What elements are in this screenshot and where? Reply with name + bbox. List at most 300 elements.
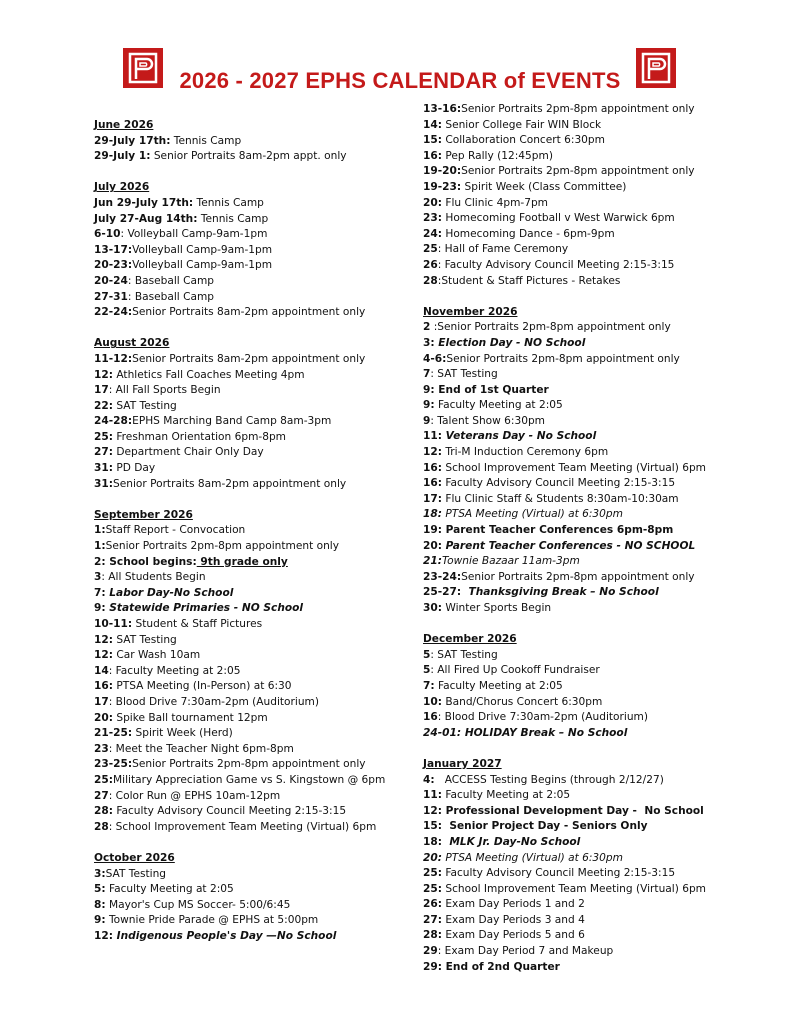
event-item [94,711,394,727]
event-description: Professional Development Day - No School [441,804,704,817]
event-description: Labor Day-No School [105,586,234,599]
event-date: 20: [423,851,442,864]
event-description: : Volleyball Camp-9am-1pm [120,228,268,241]
event-date: 29-July 17th: [94,134,171,147]
event-date: 2 [423,321,431,334]
event-item [423,804,743,820]
event-date: 9: [94,602,106,615]
event-date: 10: [423,695,442,708]
event-description: Spike Ball tournament 12pm [112,711,268,724]
event-item [423,274,743,290]
event-description: Exam Day Periods 5 and 6 [441,929,585,942]
month-section [94,851,394,945]
event-description: PTSA Meeting (Virtual) at 6:30pm [441,851,623,864]
event-item [423,336,743,352]
event-item [423,118,743,134]
event-item [94,617,394,633]
event-date: 19-20: [423,165,462,178]
event-item [94,648,394,664]
event-date: 28: [423,929,442,942]
event-description: : Blood Drive 7:30am-2pm (Auditorium) [437,711,649,724]
event-description: Homecoming Football v West Warwick 6pm [441,212,675,225]
event-date: 24: [423,227,442,240]
event-date: 16: [423,149,442,162]
event-description: Senior Portraits 8am-2pm appointment only [112,477,347,490]
event-item [423,788,743,804]
event-item [94,539,394,555]
event-item [94,414,394,430]
event-description: : Hall of Fame Ceremony [437,243,569,256]
event-date: Jun 29-July 17th: [94,196,194,209]
event-date: 24-28: [94,415,133,428]
event-date: 1: [94,524,106,537]
event-item [423,928,743,944]
page-title: 2026 - 2027 EPHS CALENDAR of EVENTS [179,68,621,93]
event-item [94,383,394,399]
event-date: 5 [423,648,431,661]
event-description: SAT Testing [105,867,167,880]
event-item [94,430,394,446]
event-item [423,585,743,601]
event-description: Thanksgiving Break – No School [461,586,659,599]
event-item [94,555,394,571]
event-description: Election Day - NO School [434,336,586,349]
event-item [423,835,743,851]
event-description: Exam Day Periods 3 and 4 [441,913,585,926]
event-item [423,445,743,461]
page-header [0,44,800,94]
event-date: 4-6: [423,352,447,365]
event-description: School Improvement Team Meeting (Virtual) 6pm [441,461,706,474]
event-date: 12: [423,446,442,459]
event-description: MLK Jr. Day-No School [441,835,581,848]
event-date: 27 [94,789,109,802]
event-item [423,648,743,664]
event-item [423,819,743,835]
calendar-right-column [423,102,743,975]
event-description: Senior Portraits 2pm-8pm appointment only [446,352,680,365]
event-date: 9: [423,399,435,412]
event-date: 21-25: [94,727,133,740]
event-date: 28 [94,820,109,833]
event-date: 7 [423,368,431,381]
event-date: 3: [423,336,435,349]
event-description: Senior Portraits 8am-2pm appt. only [150,150,347,163]
event-description: : Faculty Advisory Council Meeting 2:15-3:15 [437,258,675,271]
event-date: 21: [423,555,442,568]
event-item [94,243,394,259]
event-date: 28 [423,274,438,287]
event-date: 16: [94,680,113,693]
event-date: 12: [423,804,442,817]
event-date: 23-25: [94,758,133,771]
event-description: Tennis Camp [170,134,242,147]
event-item [94,149,394,165]
event-item [94,523,394,539]
event-item [423,211,743,227]
event-description: : All Fall Sports Begin [108,384,221,397]
event-description: EPHS Marching Band Camp 8am-3pm [132,415,332,428]
event-item [94,461,394,477]
event-item [423,383,743,399]
event-item [94,695,394,711]
event-item [94,445,394,461]
event-item [423,866,743,882]
event-item [423,539,743,555]
event-date: 9: [423,383,435,396]
event-date: 14 [94,664,109,677]
event-description: Flu Clinic 4pm-7pm [441,196,548,209]
event-date: 30: [423,602,442,614]
event-date: 27: [94,446,113,459]
event-description: Mayor's Cup MS Soccer- 5:00/6:45 [105,898,291,911]
event-description: Veterans Day - No School [441,430,597,443]
month-heading: October 2026 [94,851,175,864]
event-item [94,773,394,789]
event-item [423,258,743,274]
event-item [94,867,394,883]
event-date: 17 [94,695,109,708]
event-date: 10-11: [94,618,133,630]
event-item [94,305,394,321]
event-description: Spirit Week (Class Committee) [461,180,627,193]
event-item [423,133,743,149]
month-heading: June 2026 [94,119,154,131]
event-item [423,196,743,212]
month-heading: July 2026 [94,181,150,194]
event-description: : Baseball Camp [127,290,215,303]
event-item [423,773,743,789]
event-description: Athletics Fall Coaches Meeting 4pm [112,368,305,381]
event-date: 19-23: [423,180,462,193]
event-item [94,820,394,836]
school-logo-icon [636,48,676,88]
event-item [94,882,394,898]
event-date: 13-16: [423,103,462,115]
event-date: 29-July 1: [94,150,151,163]
event-item [94,477,394,493]
month-heading: August 2026 [94,337,170,350]
event-date: 16: [423,477,442,490]
event-item [423,851,743,867]
event-item [423,601,743,617]
event-date: 15: [423,820,442,833]
event-date: 20: [94,711,113,724]
event-description: Spirit Week (Herd) [132,727,233,740]
event-item [94,633,394,649]
event-item [94,913,394,929]
event-item [423,523,743,539]
event-description: Freshman Orientation 6pm-8pm [112,430,287,443]
event-description: Townie Pride Parade @ EPHS at 5:00pm [105,914,319,927]
event-item [94,258,394,274]
event-description: Winter Sports Begin [441,602,552,614]
event-description: Volleyball Camp-9am-1pm [132,259,273,272]
month-section [423,632,743,741]
event-description: Faculty Advisory Council Meeting 2:15-3:15 [441,867,676,880]
event-description: Tri-M Induction Ceremony 6pm [441,446,609,459]
event-date: 11: [423,789,442,802]
month-section [94,180,394,320]
event-description: Faculty Advisory Council Meeting 2:15-3:15 [441,477,676,490]
month-heading: December 2026 [423,633,517,646]
event-description: : SAT Testing [430,648,498,661]
event-date: 16 [423,711,438,724]
event-item [423,352,743,368]
event-description: Parent Teacher Conferences 6pm-8pm [441,524,674,537]
event-date: 3 [94,571,102,584]
event-date: 31: [94,477,113,490]
event-item [94,274,394,290]
event-description: Car Wash 10am [112,649,201,662]
event-description: : Baseball Camp [127,274,215,287]
month-section [94,336,394,492]
event-description: Senior Portraits 8am-2pm appointment only [132,352,366,365]
event-date: 14: [423,118,442,131]
event-description: Staff Report - Convocation [105,524,246,537]
event-item [94,601,394,617]
event-description: : Color Run @ EPHS 10am-12pm [108,789,281,802]
event-description: Senior Portraits 2pm-8pm appointment only [461,165,695,178]
event-description: : School Improvement Team Meeting (Virtual) 6pm [108,820,377,833]
event-date: 7: [423,679,435,692]
event-description: : Faculty Meeting at 2:05 [108,664,241,677]
event-item [423,461,743,477]
event-date: 16: [423,461,442,474]
event-date: 22-24: [94,306,133,319]
event-item [423,710,743,726]
event-date: 28: [94,805,113,818]
event-date: 25: [94,430,113,443]
event-date: 9: [94,914,106,927]
event-description: PD Day [112,462,156,475]
event-item [423,227,743,243]
event-item [423,367,743,383]
event-item [423,944,743,960]
event-item [423,242,743,258]
event-item [94,212,394,228]
event-date: 20: [423,539,442,552]
month-heading: January 2027 [423,757,502,770]
event-date: 23 [94,742,109,755]
event-description: Faculty Meeting at 2:05 [105,883,234,896]
event-item [423,414,743,430]
event-item [423,164,743,180]
event-description: : Blood Drive 7:30am-2pm (Auditorium) [108,695,320,708]
event-description: Senior Portraits 2pm-8pm appointment only [461,103,695,115]
event-item [423,492,743,508]
event-item [94,196,394,212]
event-date: July 27-Aug 14th: [94,212,198,225]
event-description: End of 1st Quarter [434,383,549,396]
event-date: 6-10 [94,228,121,241]
event-date: 18: [423,835,442,848]
event-description: Townie Bazaar 11am-3pm [441,555,580,568]
event-item [423,913,743,929]
event-item [94,898,394,914]
month-section [423,102,743,289]
event-date: 17 [94,384,109,397]
event-date: 12: [94,368,113,381]
event-date: 29 [423,945,438,958]
event-description: Collaboration Concert 6:30pm [441,134,605,147]
month-section [423,757,743,975]
event-item [423,149,743,165]
event-description: :Senior Portraits 2pm-8pm appointment only [430,321,671,334]
month-heading: November 2026 [423,305,518,318]
event-item [94,757,394,773]
event-item [423,663,743,679]
event-description: : All Fired Up Cookoff Fundraiser [430,664,600,677]
event-date: 31: [94,462,113,475]
event-description: SAT Testing [112,399,177,412]
event-date: 7: [94,586,106,599]
calendar-left-column [94,118,394,944]
event-description: Tennis Camp [193,196,264,209]
event-description: Student & Staff Pictures [132,618,263,630]
event-date: 1: [94,540,106,553]
event-description: Tennis Camp [197,212,269,225]
event-date: 17: [423,492,442,505]
event-date: 5: [94,883,106,896]
event-description: Faculty Meeting at 2:05 [441,789,571,802]
event-description: :Student & Staff Pictures - Retakes [437,274,621,287]
event-description: Faculty Advisory Council Meeting 2:15-3:15 [112,805,347,818]
event-description: : Talent Show 6:30pm [430,414,546,427]
event-date: 22: [94,399,113,412]
event-date: 25-27: [423,586,462,599]
month-section [94,508,394,835]
event-date: 2: School begins: [94,555,197,568]
event-description: Band/Chorus Concert 6:30pm [441,695,603,708]
event-date: 25 [423,243,438,256]
event-description: Military Appreciation Game vs S. Kingstown @ 6pm [112,773,386,786]
event-description: Parent Teacher Conferences - NO SCHOOL [441,539,696,552]
event-item [94,290,394,306]
event-description: SAT Testing [112,633,177,646]
event-description: Senior Project Day - Seniors Only [441,820,648,833]
event-date: 12: [94,633,113,646]
event-description: Senior Portraits 2pm-8pm appointment only [132,758,366,771]
event-item [423,429,743,445]
event-date: 11: [423,430,442,443]
event-date: 3: [94,867,106,880]
event-item [423,726,743,742]
event-date: 8: [94,898,106,911]
event-date: 4: [423,773,435,786]
event-item [423,180,743,196]
event-description: PTSA Meeting (In-Person) at 6:30 [112,680,292,693]
event-description: : Meet the Teacher Night 6pm-8pm [108,742,294,755]
event-date: 20-24 [94,274,128,287]
event-description: School Improvement Team Meeting (Virtual) 6pm [441,882,706,895]
event-date: 5 [423,664,431,677]
event-item [94,134,394,150]
event-date: 19: [423,524,442,537]
event-date: 11-12: [94,352,133,365]
event-item [94,664,394,680]
event-description: : All Students Begin [101,571,206,584]
event-description: : SAT Testing [430,368,498,381]
event-item [423,570,743,586]
event-description: Senior Portraits 2pm-8pm appointment only [105,540,340,553]
event-date: 15: [423,134,442,147]
event-description: End of 2nd Quarter [441,960,560,973]
event-description: Homecoming Dance - 6pm-9pm [441,227,615,240]
event-item [94,570,394,586]
event-item [423,102,743,118]
event-date: 25: [94,773,113,786]
event-item [423,476,743,492]
month-section [94,118,394,165]
event-date: 12: [94,649,113,662]
event-description: Department Chair Only Day [112,446,264,459]
event-description: Senior College Fair WIN Block [441,118,602,131]
event-item [94,804,394,820]
event-description: HOLIDAY Break – No School [461,726,628,739]
event-date: 18: [423,508,442,521]
event-description: Senior Portraits 8am-2pm appointment only [132,306,366,319]
event-date: 12: [94,929,113,942]
event-description: Faculty Meeting at 2:05 [434,679,563,692]
event-description: Faculty Meeting at 2:05 [434,399,563,412]
event-item [423,398,743,414]
event-date: 27: [423,913,442,926]
event-date: 20-23: [94,259,133,272]
event-date: 25: [423,867,442,880]
event-date: 29: [423,960,442,973]
event-item [423,320,743,336]
event-description: Senior Portraits 2pm-8pm appointment only [461,570,695,583]
event-description: ACCESS Testing Begins (through 2/12/27) [434,773,664,786]
event-date: 26 [423,258,438,271]
event-item [94,742,394,758]
event-item [94,726,394,742]
event-item [423,897,743,913]
event-description: Flu Clinic Staff & Students 8:30am-10:30am [441,492,679,505]
event-item [423,679,743,695]
event-item [94,679,394,695]
event-date: 25: [423,882,442,895]
event-description: Exam Day Periods 1 and 2 [441,898,585,911]
event-date: 9 [423,414,431,427]
event-date: 20: [423,196,442,209]
event-item [94,399,394,415]
event-description: Volleyball Camp-9am-1pm [132,243,273,256]
event-item [423,882,743,898]
month-section [423,305,743,617]
event-item [94,586,394,602]
event-date: 27-31 [94,290,128,303]
event-date: 26: [423,898,442,911]
event-item [94,368,394,384]
event-item [423,554,743,570]
event-item [94,929,394,945]
event-description: 9th grade only [196,555,288,568]
event-item [423,960,743,976]
event-date: 13-17: [94,243,133,256]
event-description: Pep Rally (12:45pm) [441,149,553,162]
event-description: Statewide Primaries - NO School [105,602,304,615]
event-description: PTSA Meeting (Virtual) at 6:30pm [441,508,623,521]
event-description: : Exam Day Period 7 and Makeup [437,945,614,958]
event-item [94,789,394,805]
event-item [94,352,394,368]
event-description: Indigenous People's Day —No School [112,929,337,942]
event-date: 24-01: [423,726,462,739]
event-item [423,695,743,711]
event-item [94,227,394,243]
